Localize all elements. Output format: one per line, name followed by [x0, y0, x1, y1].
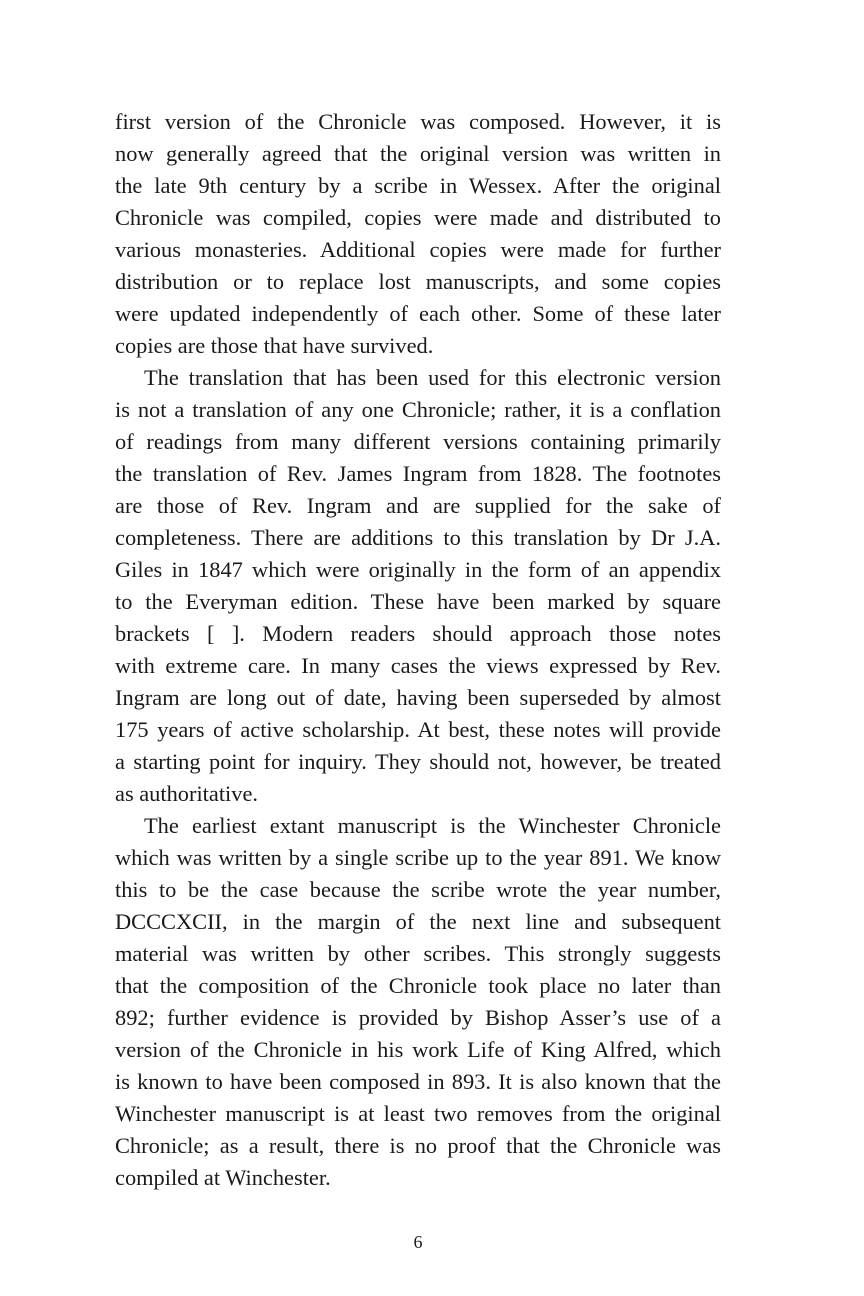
text-line: first version of the Chronicle was composed. However, it is [115, 109, 721, 134]
text-line: compiled at Winchester. [115, 1165, 331, 1190]
paragraph-3 [115, 810, 721, 1194]
text-line: as authoritative. [115, 781, 259, 806]
text-line: a starting point for inquiry. They should not, however, be treated [115, 749, 721, 774]
text-line: various monasteries. Additional copies were made for further [115, 237, 721, 262]
text-line: 892; further evidence is provided by Bishop Asser’s use of a [115, 1005, 721, 1030]
text-line: completeness. There are additions to this translation by Dr J.A. [115, 525, 721, 550]
text-line: Chronicle; as a result, there is no proof that the Chronicle was [115, 1133, 721, 1158]
text-line: distribution or to replace lost manuscripts, and some copies [115, 269, 721, 294]
text-line: version of the Chronicle in his work Life of King Alfred, which [115, 1037, 721, 1062]
text-line: of readings from many different versions containing primarily [115, 429, 721, 454]
paragraph-2 [115, 362, 721, 810]
text-line: the translation of Rev. James Ingram from 1828. The footnotes [115, 461, 721, 486]
text-line: Giles in 1847 which were originally in the form of an appendix [115, 557, 721, 582]
text-line: copies are those that have survived. [115, 333, 434, 358]
text-line: are those of Rev. Ingram and are supplied for the sake of [115, 493, 721, 518]
text-line: is not a translation of any one Chronicle; rather, it is a conflation [115, 397, 721, 422]
text-line: Winchester manuscript is at least two removes from the original [115, 1101, 721, 1126]
text-line: DCCCXCII, in the margin of the next line and subsequent [115, 909, 721, 934]
text-line: that the composition of the Chronicle took place no later than [115, 973, 721, 998]
text-line: the late 9th century by a scribe in Wessex. After the original [115, 173, 721, 198]
text-line: The earliest extant manuscript is the Winchester Chronicle [144, 813, 721, 838]
text-line: to the Everyman edition. These have been marked by square [115, 589, 721, 614]
text-line: 175 years of active scholarship. At best, these notes will provide [115, 717, 721, 742]
text-line: Ingram are long out of date, having been superseded by almost [115, 685, 721, 710]
text-line: is known to have been composed in 893. It is also known that the [115, 1069, 721, 1094]
text-line: The translation that has been used for this electronic version [144, 365, 721, 390]
page-number: 6 [413, 1232, 423, 1252]
body-text [115, 106, 721, 1194]
text-line: this to be the case because the scribe wrote the year number, [115, 877, 721, 902]
text-line: which was written by a single scribe up to the year 891. We know [115, 845, 721, 870]
text-line: now generally agreed that the original version was written in [115, 141, 721, 166]
text-line: material was written by other scribes. This strongly suggests [115, 941, 721, 966]
text-line: Chronicle was compiled, copies were made and distributed to [115, 205, 721, 230]
text-line: with extreme care. In many cases the views expressed by Rev. [115, 653, 721, 678]
paragraph-1 [115, 106, 721, 362]
text-line: brackets [ ]. Modern readers should approach those notes [115, 621, 721, 646]
text-line: were updated independently of each other. Some of these later [115, 301, 721, 326]
